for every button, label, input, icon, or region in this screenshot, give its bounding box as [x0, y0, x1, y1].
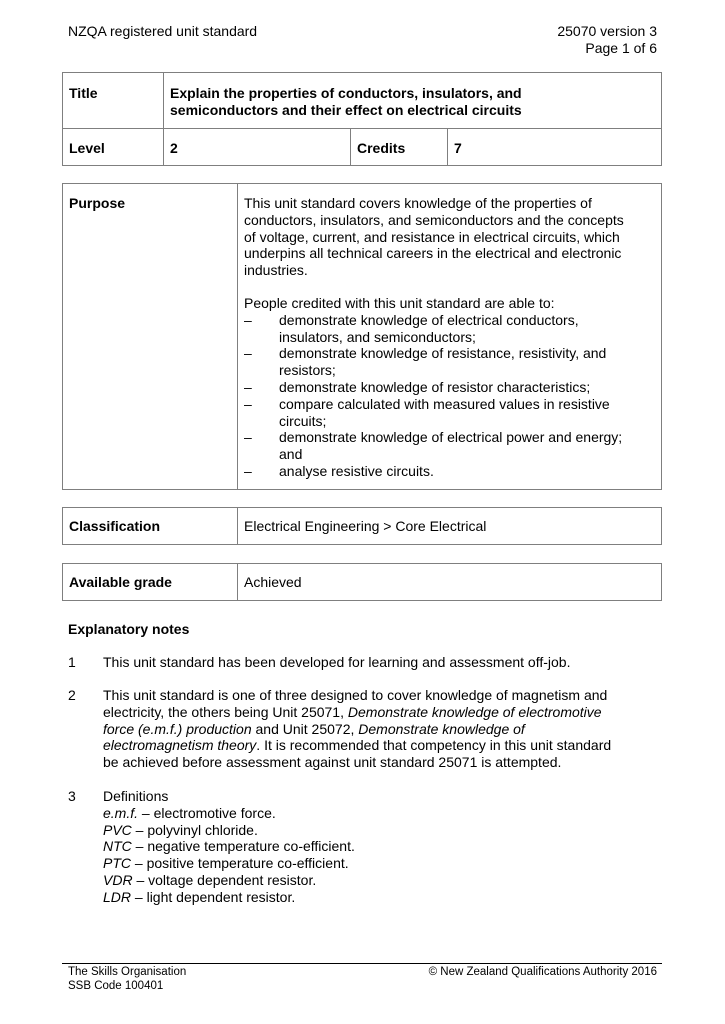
outcome-text: demonstrate knowledge of resistor characteristics; [279, 378, 591, 395]
outcome-text-cont: resistors; [279, 362, 336, 379]
note-line [103, 721, 653, 738]
note-line: This unit standard is one of three designed to cover knowledge of magnetism and [103, 687, 608, 703]
definition-item [103, 838, 653, 855]
footer-organisation [68, 966, 186, 993]
explanatory-notes-heading: Explanatory notes [68, 621, 190, 637]
definition-text: – voltage dependent resistor. [132, 871, 317, 888]
note-text-span: and Unit 25072, [251, 720, 359, 737]
purpose-content [238, 184, 662, 490]
available-grade-value: Achieved [238, 564, 662, 601]
level-value: 2 [164, 129, 351, 166]
footer-ssb-code: SSB Code 100401 [68, 979, 164, 992]
note-number: 3 [68, 788, 76, 804]
definition-term: NTC [103, 838, 132, 855]
footer-copyright: © New Zealand Qualifications Authority 2016 [428, 966, 657, 978]
available-grade-table [62, 563, 662, 601]
note-text [103, 687, 653, 771]
header-version: 25070 version 3 [557, 23, 657, 39]
note-2 [68, 687, 653, 771]
definition-term: LDR [103, 888, 132, 905]
purpose-line: This unit standard covers knowledge of the properties of [244, 195, 592, 211]
note-text-span: electricity, the others being Unit 25071, [103, 703, 348, 720]
title-value-line-2: semiconductors and their effect on electrical circuits [170, 101, 522, 118]
purpose-line: underpins all technical careers in the electrical and electronic [244, 245, 622, 262]
header-standard-label: NZQA registered unit standard [68, 23, 258, 39]
available-grade-label: Available grade [63, 564, 238, 601]
purpose-label: Purpose [63, 184, 238, 490]
dash-marker: – [244, 395, 252, 412]
purpose-line: of voltage, current, and resistance in electrical circuits, which [244, 228, 620, 245]
purpose-line: industries. [244, 262, 308, 279]
title-table [62, 72, 662, 166]
dash-marker: – [244, 345, 252, 362]
definition-text: – light dependent resistor. [131, 888, 296, 905]
definitions [103, 788, 653, 906]
definitions-heading: Definitions [103, 788, 169, 804]
dash-marker: – [244, 311, 252, 328]
unit-title-italic: force (e.m.f.) production [103, 720, 252, 737]
outcome-item [244, 312, 651, 346]
title-label: Title [63, 73, 164, 129]
classification-label: Classification [63, 508, 238, 545]
header-version-block [557, 23, 657, 57]
note-text-span: . It is recommended that competency in this unit standard [256, 737, 612, 754]
purpose-line: conductors, insulators, and semiconductors and the concepts [244, 211, 624, 228]
note-3 [68, 788, 653, 906]
definition-item [103, 855, 653, 872]
outcome-item [244, 396, 651, 430]
purpose-table [62, 183, 662, 490]
outcome-item [244, 429, 651, 463]
outcome-text-cont: and [279, 446, 303, 463]
note-number: 2 [68, 687, 76, 703]
credits-label: Credits [351, 129, 448, 166]
definition-text: – polyvinyl chloride. [131, 821, 258, 838]
outcome-text: compare calculated with measured values in resistive [279, 395, 610, 412]
outcome-item [244, 463, 651, 480]
definition-text: – positive temperature co-efficient. [131, 855, 349, 872]
title-value [164, 73, 662, 129]
outcome-text-cont: circuits; [279, 412, 327, 429]
note-line [103, 704, 653, 721]
definition-item [103, 805, 653, 822]
note-text: This unit standard has been developed for learning and assessment off-job. [103, 654, 571, 670]
note-line: be achieved before assessment against unit standard 25071 is attempted. [103, 754, 562, 771]
definition-term: PVC [103, 821, 132, 838]
outcome-text-cont: insulators, and semiconductors; [279, 328, 476, 345]
definition-term: VDR [103, 871, 133, 888]
classification-table [62, 507, 662, 545]
classification-value: Electrical Engineering > Core Electrical [238, 508, 662, 545]
unit-title-italic: Demonstrate knowledge of electromotive [347, 703, 602, 720]
outcome-list [244, 312, 651, 480]
credits-value: 7 [448, 129, 662, 166]
header-page-number: Page 1 of 6 [585, 39, 657, 56]
outcome-text: demonstrate knowledge of electrical conductors, [279, 311, 579, 328]
definition-text: – negative temperature co-efficient. [131, 838, 355, 855]
note-number: 1 [68, 654, 76, 670]
definition-item [103, 872, 653, 889]
outcome-item [244, 379, 651, 396]
outcome-text: analyse resistive circuits. [279, 462, 434, 479]
outcome-text: demonstrate knowledge of resistance, resistivity, and [279, 345, 607, 362]
footer-divider [62, 963, 662, 964]
definition-term: PTC [103, 855, 131, 872]
unit-title-italic: Demonstrate knowledge of [358, 720, 525, 737]
outcome-text: demonstrate knowledge of electrical power and energy; [279, 429, 623, 446]
purpose-intro: People credited with this unit standard are able to: [244, 294, 555, 311]
dash-marker: – [244, 429, 252, 446]
footer-org-name: The Skills Organisation [68, 966, 187, 978]
dash-marker: – [244, 462, 252, 479]
definition-term: e.m.f. [103, 804, 139, 821]
dash-marker: – [244, 378, 252, 395]
definition-item [103, 822, 653, 839]
definition-text: – electromotive force. [138, 804, 276, 821]
purpose-paragraph [244, 195, 651, 279]
definition-item [103, 889, 653, 906]
note-line [103, 737, 653, 754]
outcome-item [244, 345, 651, 379]
level-label: Level [63, 129, 164, 166]
unit-title-italic: electromagnetism theory [103, 737, 257, 754]
note-1 [68, 654, 653, 671]
title-value-line-1: Explain the properties of conductors, insulators, and [170, 85, 522, 101]
